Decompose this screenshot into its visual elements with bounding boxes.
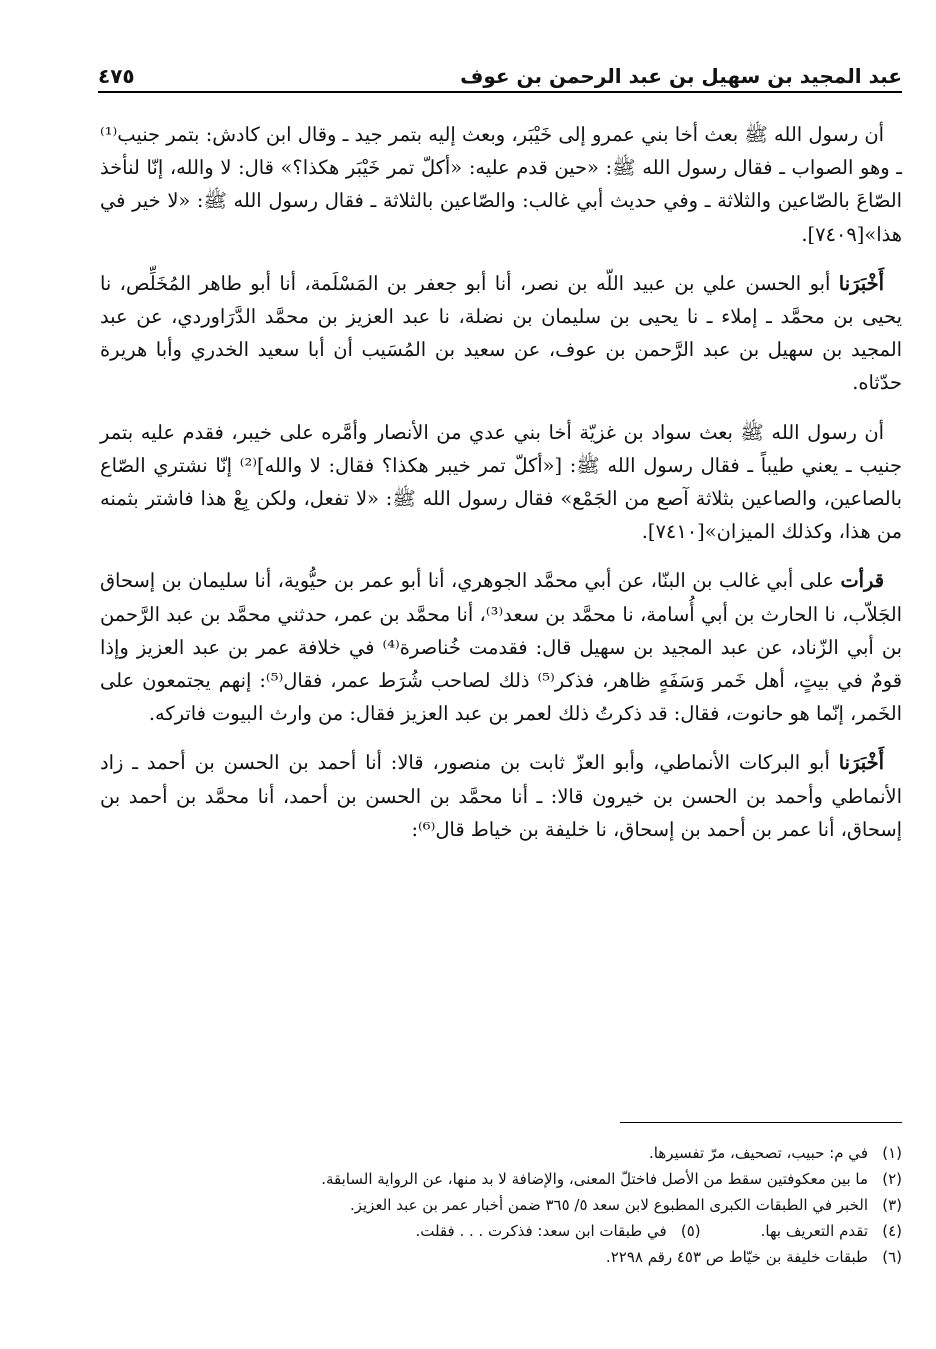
paragraph xyxy=(100,118,902,251)
paragraph-lead-word: قرأت xyxy=(840,569,884,593)
footnote-number: (٦) xyxy=(882,1248,902,1266)
footnote-text: في طبقات ابن سعد: فذكرت . . . فقلت. xyxy=(415,1222,667,1240)
paragraph xyxy=(100,267,902,400)
footnotes xyxy=(102,1140,902,1270)
paragraph-text: على أبي غالب بن البنّا، عن أبي محمَّد الجوهري، أنا أبو عمر بن حيُّوية، أنا سليمان بن إسحاق الجَلاّب، نا الحارث بن أبي أُسامة، نا محمَّد بن سعد⁽³⁾، أنا محمَّد بن عمر، حدثني محمَّد بن عبد الرَّحمن بن أبي الزّناد، عن عبد المجيد بن سهيل قال: فقدمت خُناصرة⁽⁴⁾ في خلافة عمر بن عبد العزيز وإذا قومٌ في بيتٍ، أهل خَمر وَسَفَهٍ ظاهر، فذكر⁽⁵⁾ ذلك لصاحب شُرَط عمر، فقال⁽⁵⁾: إنهم يجتمعون على الخَمر، إنّما هو حانوت، فقال: قد ذكرتُ ذلك لعمر بن عبد العزيز فقال: من وارث البيوت فاتركه. xyxy=(100,569,903,726)
paragraph-text: أبو البركات الأنماطي، وأبو العزّ ثابت بن منصور، قالا: أنا أحمد بن الحسن بن أحمد ـ زاد الأنماطي وأحمد بن الحسن بن خيرون قالا: ـ أنا محمَّد بن الحسن بن أحمد، أنا محمَّد بن أحمد بن إسحاق، أنا عمر بن أحمد بن إسحاق، نا خليفة بن خياط قال⁽⁶⁾: xyxy=(100,751,902,841)
footnote xyxy=(102,1166,902,1192)
footnote xyxy=(102,1244,902,1270)
paragraph-lead-word: أَخْبَرَنا xyxy=(838,751,884,775)
paragraph xyxy=(100,746,902,846)
header-rule xyxy=(98,91,902,93)
footnote-text: في م: حبيب، تصحيف، مرّ تفسيرها. xyxy=(648,1144,868,1162)
footnote xyxy=(102,1140,902,1166)
footnote-number: (٢) xyxy=(882,1170,902,1188)
footnote-rule xyxy=(620,1122,902,1123)
main-text xyxy=(100,118,902,862)
page-number: ٤٧٥ xyxy=(98,64,135,88)
paragraph-lead-word: أَخْبَرَنا xyxy=(838,271,885,295)
paragraph xyxy=(100,564,902,730)
footnote-text: طبقات خليفة بن خيّاط ص ٤٥٣ رقم ٢٢٩٨. xyxy=(605,1248,868,1266)
footnote-number: (٣) xyxy=(882,1196,902,1214)
running-title: عبد المجيد بن سهيل بن عبد الرحمن بن عوف xyxy=(460,64,902,88)
page-header xyxy=(98,52,902,88)
paragraph-text: أن رسول الله ﷺ بعث سواد بن غزيّة أخا بني عدي من الأنصار وأمَّره على خيبر، فقدم عليه بتمر جنيب ـ يعني طيباً ـ فقال رسول الله ﷺ: [«أكلّ تمر خيبر هكذا؟ فقال: لا والله]⁽²⁾ إنّا نشتري الصّاع بالصاعين، والصاعين بثلاثة آصع من الجَمْع» فقال رسول الله ﷺ: «لا تفعل، ولكن بِعْ هذا فاشتر بثمنه من هذا، وكذلك الميزان»[٧٤١٠]. xyxy=(100,420,902,544)
footnote-pair xyxy=(102,1218,902,1244)
footnote-text: تقدم التعريف بها. xyxy=(760,1222,868,1240)
paragraph-text: أبو الحسن علي بن عبيد اللّه بن نصر، أنا أبو جعفر بن المَسْلَمة، أنا أبو طاهر المُخَلِّص، نا يحيى بن محمَّد ـ إملاء ـ نا يحيى بن سليمان بن نضلة، نا عبد العزيز بن محمَّد الدَّرَاوردي، عن عبد المجيد بن سهيل بن عبد الرَّحمن بن عوف، عن سعيد بن المُسَيب أن أبا سعيد الخدري وأبا هريرة حدّثاه. xyxy=(100,271,902,395)
footnote xyxy=(102,1192,902,1218)
paragraph-text: أن رسول الله ﷺ بعث أخا بني عمرو إلى خَيْبَر، وبعث إليه بتمر جيد ـ وقال ابن كادش: بتمر جنيب⁽¹⁾ ـ وهو الصواب ـ فقال رسول الله ﷺ: «حين قدم عليه: «أكلّ تمر خَيْبَر هكذا؟» قال: لا والله، إنّا لنأخذ الصّاعَ بالصّاعين والثلاثة ـ وفي حديث أبي غالب: والصّاعين بالثلاثة ـ فقال رسول الله ﷺ: «لا خير في هذا»[٧٤٠٩]. xyxy=(100,123,902,246)
footnote-number: (١) xyxy=(882,1144,902,1162)
footnote-number: (٤) xyxy=(882,1222,902,1240)
paragraph xyxy=(100,416,902,549)
footnote xyxy=(415,1218,700,1244)
footnote-text: ما بين معكوفتين سقط من الأصل فاختلّ المعنى، والإضافة لا بد منها، عن الرواية السابقة. xyxy=(321,1170,868,1188)
footnote-number: (٥) xyxy=(680,1222,701,1240)
footnote-text: الخبر في الطبقات الكبرى المطبوع لابن سعد ٥/ ٣٦٥ ضمن أخبار عمر بن عبد العزيز. xyxy=(349,1196,868,1214)
footnote xyxy=(761,1218,902,1244)
